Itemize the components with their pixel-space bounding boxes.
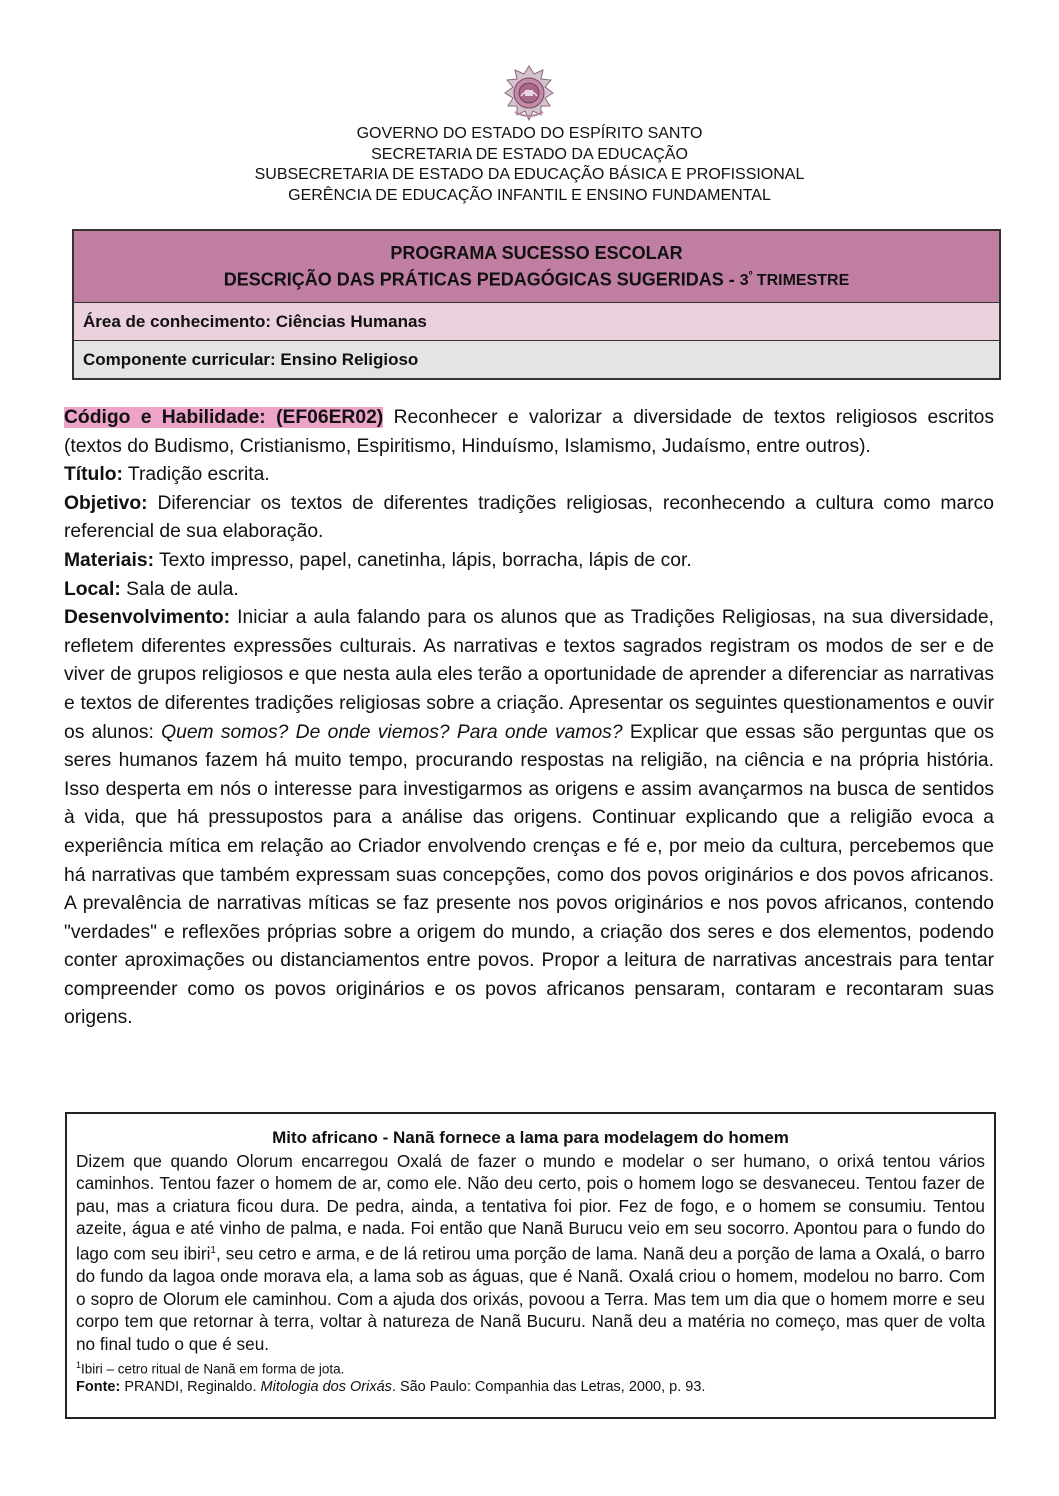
myth-text-1: Dizem que quando Olorum encarregou Oxalá de fazer o mundo e modelar o ser humano, o orixá tentou vários caminhos. Tentou fazer o homem de ar, como ele. Não deu certo, pois o homem logo se desvaneceu. Tentou fazer de pau, mas a criatura ficou dura. De pedra, ainda, a tentativa foi pior. Fez de fogo, e o homem se consumiu. Tentou azeite, água e até vinho de palma, e nada. Foi então que Nanã Burucu veio em seu socorro. Apontou para o fundo do lago com seu ibiri	[76, 1150, 985, 1264]
materials-paragraph	[64, 547, 994, 576]
title-text: Tradição escrita.	[122, 464, 270, 486]
government-header	[0, 124, 1059, 206]
development-text-2: Explicar que essas são perguntas que os seres humanos fazem há muito tempo, procurando respostas na religião, na ciência e na própria história. Isso desperta em nós o interesse para investigarmos as origens e assim avançarmos na busca de sentidos à vida, que há pressupostos para a análise das origens. Continuar explicando que a religião evoca a experiência mítica em relação ao Criador envolvendo crenças e fé e, por meio da cultura, percebemos que há narrativas que também expressam suas concepções, como dos povos originários e dos povos africanos. A prevalência de narrativas míticas se faz presente nos povos originários e nos povos africanos, contendo "verdades" e reflexões próprias sobre a origem do mundo, a criação dos seres e dos elementos, podendo conter aproximações ou distanciamentos entre povos. Propor a leitura de narrativas ancestrais para tentar compreender como os povos originários e os povos africanos pensaram, contaram e recontaram suas origens.	[64, 721, 994, 1029]
source-book: Mitologia dos Orixás	[260, 1379, 392, 1396]
title-paragraph	[64, 461, 994, 490]
program-title: PROGRAMA SUCESSO ESCOLAR	[390, 243, 683, 263]
header-line-subsecretariat: SUBSECRETARIA DE ESTADO DA EDUCAÇÃO BÁSICA E PROFISSIONAL	[254, 166, 805, 183]
trimester-word: TRIMESTRE	[752, 272, 850, 290]
title-label: Título:	[64, 464, 123, 486]
header-line-management: GERÊNCIA DE EDUCAÇÃO INFANTIL E ENSINO FUNDAMENTAL	[288, 186, 771, 204]
program-title-cell	[74, 231, 999, 303]
myth-footnote	[76, 1356, 985, 1379]
trimester-label	[740, 272, 849, 289]
location-paragraph	[64, 576, 994, 605]
knowledge-area-row: Área de conhecimento: Ciências Humanas	[74, 303, 999, 341]
header-line-state: GOVERNO DO ESTADO DO ESPÍRITO SANTO	[356, 125, 703, 142]
location-label: Local:	[64, 578, 121, 600]
development-label: Desenvolvimento:	[64, 607, 231, 629]
coat-of-arms-icon	[501, 64, 557, 122]
development-questions: Quem somos? De onde viemos? Para onde vamos?	[161, 721, 623, 743]
source-label: Fonte:	[76, 1379, 121, 1396]
development-paragraph	[64, 604, 994, 1033]
location-text: Sala de aula.	[120, 578, 239, 600]
skill-paragraph	[64, 404, 994, 461]
program-table	[72, 229, 1001, 380]
program-subtitle-text: DESCRIÇÃO DAS PRÁTICAS PEDAGÓGICAS SUGERIDAS -	[223, 269, 740, 290]
myth-text	[76, 1150, 985, 1356]
objective-paragraph	[64, 490, 994, 547]
materials-label: Materiais:	[64, 549, 155, 571]
lesson-description	[64, 404, 994, 1033]
myth-source	[76, 1378, 985, 1397]
skill-code-label: Código e Habilidade: (EF06ER02)	[64, 407, 384, 428]
trimester-number: 3	[739, 272, 749, 290]
objective-label: Objetivo:	[64, 492, 148, 514]
footnote-number: 1	[76, 1359, 82, 1370]
curricular-component-row: Componente curricular: Ensino Religioso	[74, 341, 999, 378]
trimester-ordinal: º	[748, 271, 753, 282]
source-author: PRANDI, Reginaldo.	[120, 1379, 261, 1396]
header-line-secretariat: SECRETARIA DE ESTADO DA EDUCAÇÃO	[371, 145, 688, 163]
myth-footnote-ref: 1	[210, 1244, 216, 1256]
source-rest: . São Paulo: Companhia das Letras, 2000, p. 93.	[391, 1379, 706, 1396]
development-text-1: Iniciar a aula falando para os alunos que as Tradições Religiosas, na sua diversidade, refletem diferentes expressões culturais. As narrativas e textos sagrados registram os modos de ser e de viver de grupos religiosos e que nesta aula eles terão a oportunidade de aprender a diferenciar as narrativas e textos de diferentes tradições religiosas sobre a criação. Apresentar os seguintes questionamentos e ouvir os alunos:	[64, 607, 994, 743]
myth-title: Mito africano - Nanã fornece a lama para modelagem do homem	[272, 1128, 789, 1147]
myth-box	[65, 1112, 996, 1419]
objective-text: Diferenciar os textos de diferentes tradições religiosas, reconhecendo a cultura como marco referencial de sua elaboração.	[64, 492, 994, 543]
skill-text: Reconhecer e valorizar a diversidade de textos religiosos escritos (textos do Budismo, Cristianismo, Espiritismo, Hinduísmo, Islamismo, Judaísmo, entre outros).	[64, 407, 994, 457]
materials-text: Texto impresso, papel, canetinha, lápis, borracha, lápis de cor.	[154, 549, 692, 571]
myth-text-2: , seu cetro e arma, e de lá retirou uma porção de lama. Nanã deu a porção de lama a Oxalá, o barro do fundo da lagoa onde morava ela, a lama sob as águas, que é Nanã. Oxalá criou o homem, modelou no barro. Com o sopro de Olorum ele caminhou. Com a ajuda dos orixás, povoou a Terra. Mas tem um dia que o homem morre e seu corpo tem que retornar à terra, voltar à natureza de Nanã Bucuru. Nanã deu a matéria no começo, mas quer de volta no final tudo o que é seu.	[76, 1243, 985, 1355]
program-subtitle	[74, 265, 999, 293]
footnote-text: Ibiri – cetro ritual de Nanã em forma de jota.	[81, 1361, 345, 1377]
